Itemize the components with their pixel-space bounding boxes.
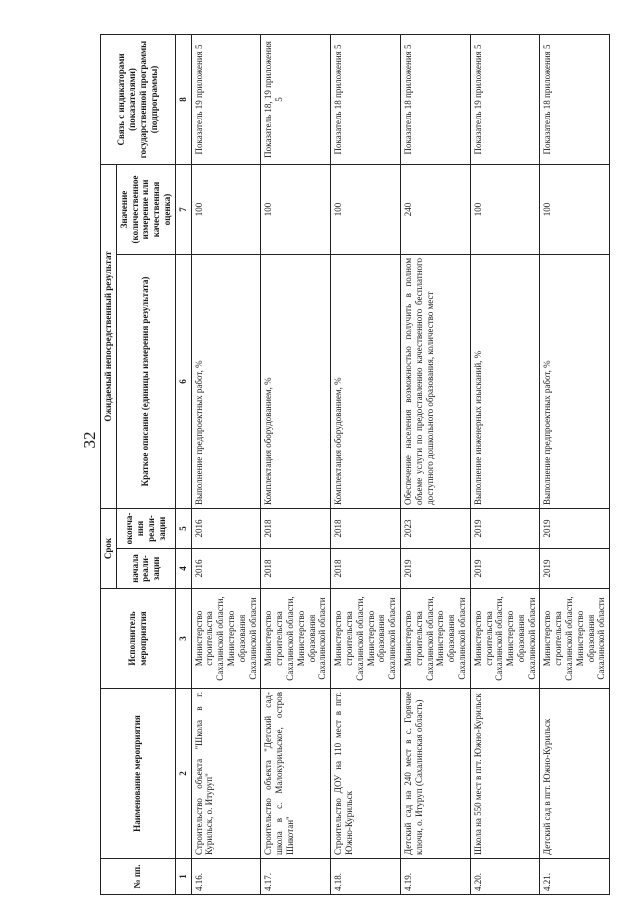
row-value: 100	[540, 164, 610, 254]
column-number: 5	[175, 508, 191, 548]
header-num: № пп.	[101, 859, 176, 895]
row-end: 2016	[191, 508, 261, 548]
row-link: Показатель 18, 19 приложения 5	[261, 34, 331, 164]
row-link: Показатель 18 приложения 5	[540, 34, 610, 164]
table-row	[191, 34, 261, 894]
row-num: 4.17.	[261, 859, 331, 895]
row-num: 4.19.	[400, 859, 470, 895]
column-number: 3	[175, 589, 191, 689]
row-executor: Министерство строительства Сахалинской области, Министерство образования Сахалинской области	[540, 589, 610, 689]
row-start: 2019	[400, 549, 470, 589]
column-number: 8	[175, 34, 191, 164]
table-row	[400, 34, 470, 894]
header-term: Срок	[101, 508, 117, 588]
row-description: Комплектация оборудованием, %	[331, 254, 401, 508]
header-end: оконча-ния реали-зации	[116, 508, 175, 548]
row-end: 2023	[400, 508, 470, 548]
row-executor: Министерство строительства Сахалинской области, Министерство образования Сахалинской области	[191, 589, 261, 689]
row-value: 100	[470, 164, 540, 254]
row-end: 2019	[470, 508, 540, 548]
row-start: 2018	[261, 549, 331, 589]
row-name: Детский сад в пгт. Южно-Курильск	[540, 689, 610, 859]
column-number: 6	[175, 254, 191, 508]
row-start: 2016	[191, 549, 261, 589]
header-value: Значение (количественное измерение или качественная оценка)	[116, 164, 175, 254]
measures-table	[100, 34, 610, 895]
page-number: 32	[80, 431, 99, 449]
row-name: Школа на 550 мест в пгт. Южно-Курильск	[470, 689, 540, 859]
row-num: 4.20.	[470, 859, 540, 895]
row-start: 2019	[470, 549, 540, 589]
row-executor: Министерство строительства Сахалинской области, Министерство образования Сахалинской области	[331, 589, 401, 689]
row-value: 100	[191, 164, 261, 254]
row-description: Выполнение предпроектных работ, %	[540, 254, 610, 508]
table-row	[540, 34, 610, 894]
row-name: Детский сад на 240 мест в с. Горячие ключи, о. Итуруп (Сахалинская область)	[400, 689, 470, 859]
header-link: Связь с индикаторами (показателями) государственной программы (подпрограммы)	[101, 34, 176, 164]
row-name: Строительство объекта "Школа в г. Курильск, о. Итуруп"	[191, 689, 261, 859]
row-num: 4.18.	[331, 859, 401, 895]
row-link: Показатель 19 приложения 5	[191, 34, 261, 164]
row-end: 2018	[331, 508, 401, 548]
row-description: Выполнение инженерных изысканий, %	[470, 254, 540, 508]
row-num: 4.21.	[540, 859, 610, 895]
row-name: Строительство объекта "Детский сад-школа в с. Малокурильское, остров Шикотан"	[261, 689, 331, 859]
header-executor: Исполнитель мероприятия	[101, 589, 176, 689]
row-description: Выполнение предпроектных работ, %	[191, 254, 261, 508]
row-value: 100	[331, 164, 401, 254]
header-start: начала реали-зации	[116, 549, 175, 589]
rotated-page-content	[100, 35, 620, 895]
column-number: 4	[175, 549, 191, 589]
row-link: Показатель 18 приложения 5	[400, 34, 470, 164]
header-expected: Ожидаемый непосредственный результат	[101, 164, 117, 508]
row-end: 2018	[261, 508, 331, 548]
row-executor: Министерство строительства Сахалинской области, Министерство образования Сахалинской области	[261, 589, 331, 689]
row-description: Обеспечение населения возможностью получить в полном объеме услуги по предоставлению качественного бесплатного доступного дошкольного образования, количество мест	[400, 254, 470, 508]
column-number-row	[175, 34, 191, 894]
row-link: Показатель 18 приложения 5	[331, 34, 401, 164]
row-link: Показатель 19 приложения 5	[470, 34, 540, 164]
header-brief: Краткое описание (единицы измерения результата)	[116, 254, 175, 508]
row-value: 100	[261, 164, 331, 254]
column-number: 1	[175, 859, 191, 895]
column-number: 7	[175, 164, 191, 254]
table-row	[470, 34, 540, 894]
row-end: 2019	[540, 508, 610, 548]
row-start: 2019	[540, 549, 610, 589]
row-executor: Министерство строительства Сахалинской области, Министерство образования Сахалинской области	[470, 589, 540, 689]
table-row	[331, 34, 401, 894]
row-start: 2018	[331, 549, 401, 589]
row-description: Комплектация оборудованием, %	[261, 254, 331, 508]
row-name: Строительство ДОУ на 110 мест в пгт. Южно-Курильск	[331, 689, 401, 859]
row-executor: Министерство строительства Сахалинской области, Министерство образования Сахалинской области	[400, 589, 470, 689]
column-number: 2	[175, 689, 191, 859]
row-value: 240	[400, 164, 470, 254]
row-num: 4.16.	[191, 859, 261, 895]
table-row	[261, 34, 331, 894]
header-name: Наименование мероприятия	[101, 689, 176, 859]
